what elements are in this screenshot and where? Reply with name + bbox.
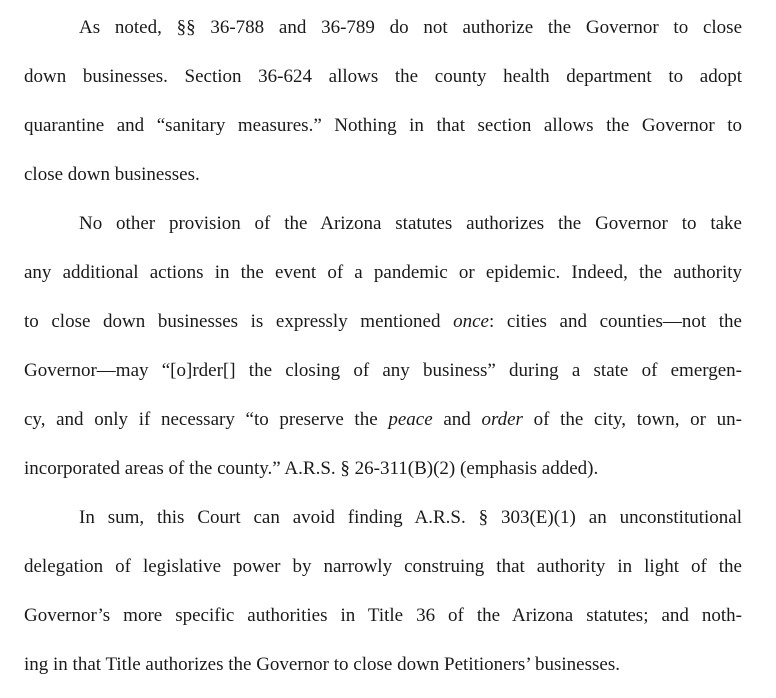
line-text: In sum, this Court can avoid finding A.R.S. § 303(E)(1) an unconstitutional <box>79 507 742 528</box>
line-text: any additional actions in the event of a pandemic or epidemic. Indeed, the authority <box>24 262 742 283</box>
text-line <box>24 545 742 594</box>
line-text: ing in that Title authorizes the Governor to close down Petitioners’ businesses. <box>24 654 620 675</box>
text-line <box>24 153 742 202</box>
line-text: of the city, town, or un- <box>522 409 742 430</box>
text-line <box>24 104 742 153</box>
line-text: close down businesses. <box>24 164 200 185</box>
line-text: incorporated areas of the county.” A.R.S. § 26-311(B)(2) (emphasis added). <box>24 458 599 479</box>
line-text: to close down businesses is expressly mentioned <box>24 311 454 332</box>
line-text: Governor’s more specific authorities in Title 36 of the Arizona statutes; and noth- <box>24 605 742 626</box>
emphasis-text: once <box>453 311 489 332</box>
line-text: quarantine and “sanitary measures.” Nothing in that section allows the Governor to <box>24 115 742 136</box>
text-line <box>24 202 742 251</box>
text-line <box>24 55 742 104</box>
document-page <box>24 6 742 692</box>
text-line <box>24 643 742 692</box>
emphasis-text: peace <box>388 409 433 430</box>
line-text: As noted, §§ 36-788 and 36-789 do not authorize the Governor to close <box>79 17 742 38</box>
line-text: : cities and counties—not the <box>488 311 742 332</box>
text-line <box>24 447 742 496</box>
text-line <box>24 300 742 349</box>
line-text: cy, and only if necessary “to preserve the <box>24 409 389 430</box>
text-line <box>24 6 742 55</box>
line-text: Governor—may “[o]rder[] the closing of any business” during a state of emergen- <box>24 360 742 381</box>
text-line <box>24 349 742 398</box>
line-text: and <box>432 409 482 430</box>
text-line <box>24 496 742 545</box>
text-line <box>24 594 742 643</box>
text-line <box>24 398 742 447</box>
line-text: down businesses. Section 36-624 allows the county health department to adopt <box>24 66 742 87</box>
text-line <box>24 251 742 300</box>
line-text: delegation of legislative power by narrowly construing that authority in light of the <box>24 556 742 577</box>
emphasis-text: order <box>481 409 523 430</box>
line-text: No other provision of the Arizona statutes authorizes the Governor to take <box>79 213 742 234</box>
